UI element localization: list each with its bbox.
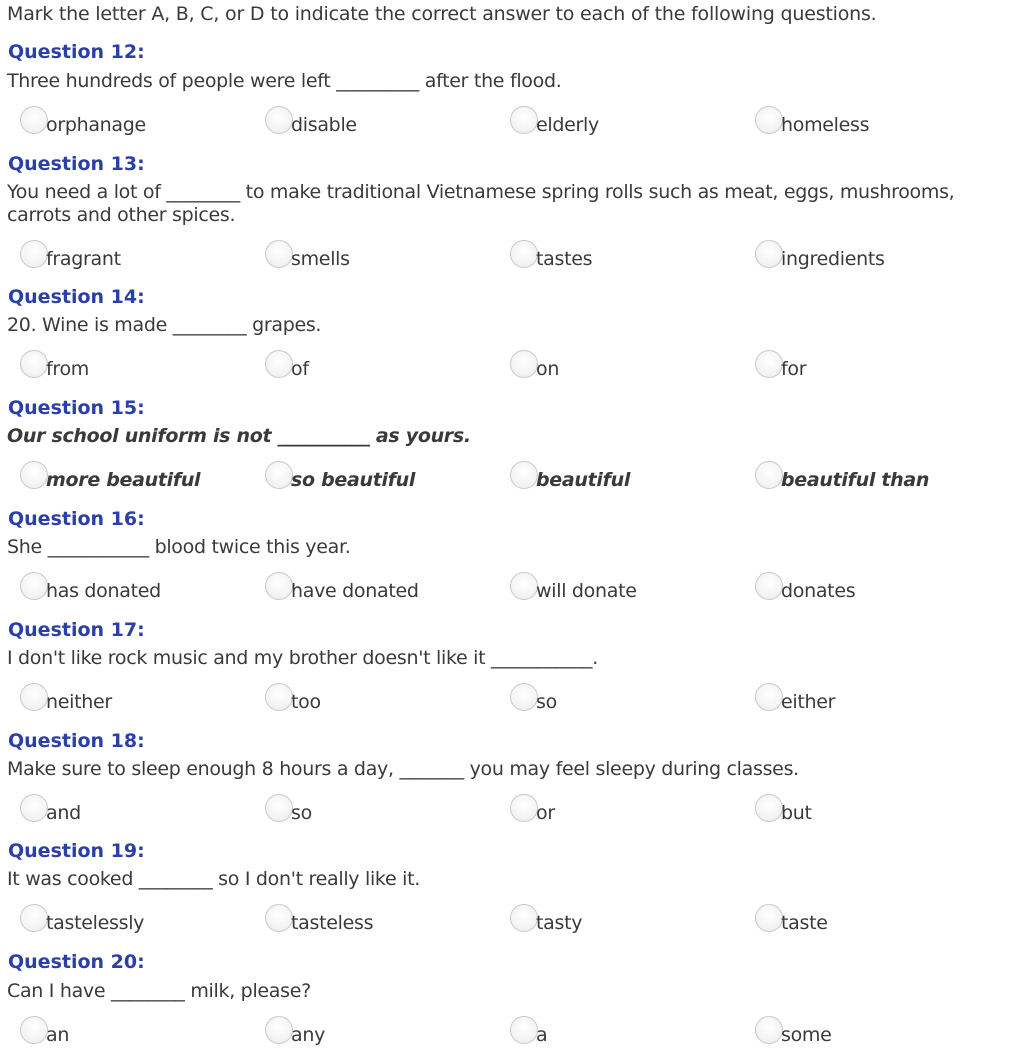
radio-button[interactable] bbox=[755, 572, 783, 600]
option-label: but bbox=[781, 802, 812, 824]
radio-button[interactable] bbox=[755, 1016, 783, 1044]
option-label: taste bbox=[781, 912, 828, 934]
radio-button[interactable] bbox=[510, 904, 538, 932]
radio-button[interactable] bbox=[20, 240, 48, 268]
question-15-option-b[interactable] bbox=[265, 461, 415, 491]
question-17-option-d[interactable] bbox=[755, 683, 835, 713]
question-16-text: She ___________ blood twice this year. bbox=[7, 536, 351, 558]
radio-button[interactable] bbox=[510, 350, 538, 378]
option-label: tastelessly bbox=[46, 912, 145, 934]
question-18-text: Make sure to sleep enough 8 hours a day, _______ you may feel sleepy during classes. bbox=[7, 758, 799, 780]
radio-button[interactable] bbox=[755, 106, 783, 134]
radio-button[interactable] bbox=[510, 240, 538, 268]
option-label: any bbox=[291, 1024, 326, 1046]
question-20-title: Question 20: bbox=[8, 951, 145, 973]
question-12-option-b[interactable] bbox=[265, 106, 357, 136]
radio-button[interactable] bbox=[20, 572, 48, 600]
option-label: a bbox=[536, 1024, 548, 1046]
question-12-options bbox=[20, 106, 1020, 140]
question-13-options bbox=[20, 240, 1020, 274]
radio-button[interactable] bbox=[20, 106, 48, 134]
option-label: some bbox=[781, 1024, 832, 1046]
radio-button[interactable] bbox=[510, 572, 538, 600]
question-17-options bbox=[20, 683, 1020, 717]
option-label: for bbox=[781, 358, 807, 380]
radio-button[interactable] bbox=[265, 794, 293, 822]
question-16-options bbox=[20, 572, 1020, 606]
question-18-option-c[interactable] bbox=[510, 794, 555, 824]
radio-button[interactable] bbox=[755, 461, 783, 489]
option-label: neither bbox=[46, 691, 112, 713]
question-20-option-a[interactable] bbox=[20, 1016, 69, 1046]
question-14-options bbox=[20, 350, 1020, 384]
option-label: more beautiful bbox=[46, 469, 201, 491]
option-label: smells bbox=[291, 248, 350, 270]
question-20-option-d[interactable] bbox=[755, 1016, 832, 1046]
question-19-option-c[interactable] bbox=[510, 904, 582, 934]
question-18-title: Question 18: bbox=[8, 730, 145, 752]
option-label: so beautiful bbox=[291, 469, 416, 491]
option-label: donates bbox=[781, 580, 856, 602]
radio-button[interactable] bbox=[20, 683, 48, 711]
option-label: and bbox=[46, 802, 81, 824]
question-14-text: 20. Wine is made ________ grapes. bbox=[7, 314, 322, 336]
question-14-option-d[interactable] bbox=[755, 350, 806, 380]
radio-button[interactable] bbox=[510, 461, 538, 489]
option-label: has donated bbox=[46, 580, 161, 602]
question-20-text: Can I have ________ milk, please? bbox=[7, 980, 311, 1002]
radio-button[interactable] bbox=[20, 350, 48, 378]
question-14-option-a[interactable] bbox=[20, 350, 89, 380]
question-18-option-d[interactable] bbox=[755, 794, 812, 824]
question-17-option-b[interactable] bbox=[265, 683, 321, 713]
radio-button[interactable] bbox=[20, 461, 48, 489]
question-17-option-a[interactable] bbox=[20, 683, 112, 713]
question-16-option-c[interactable] bbox=[510, 572, 637, 602]
question-15-options bbox=[20, 461, 1020, 495]
option-label: elderly bbox=[536, 114, 599, 136]
option-label: disable bbox=[291, 114, 357, 136]
option-label: have donated bbox=[291, 580, 419, 602]
option-label: beautiful bbox=[536, 469, 631, 491]
question-19-option-a[interactable] bbox=[20, 904, 144, 934]
question-13-option-b[interactable] bbox=[265, 240, 350, 270]
radio-button[interactable] bbox=[20, 904, 48, 932]
option-label: or bbox=[536, 802, 555, 824]
option-label: tasteless bbox=[291, 912, 374, 934]
radio-button[interactable] bbox=[510, 1016, 538, 1044]
radio-button[interactable] bbox=[755, 350, 783, 378]
option-label: so bbox=[536, 691, 557, 713]
instructions: Mark the letter A, B, C, or D to indicate the correct answer to each of the following questions. bbox=[7, 3, 877, 25]
question-16-option-b[interactable] bbox=[265, 572, 419, 602]
option-label: will donate bbox=[536, 580, 637, 602]
question-16-option-a[interactable] bbox=[20, 572, 161, 602]
option-label: fragrant bbox=[46, 248, 121, 270]
question-12-text: Three hundreds of people were left _________ after the flood. bbox=[7, 70, 562, 92]
option-label: an bbox=[46, 1024, 70, 1046]
option-label: orphanage bbox=[46, 114, 146, 136]
radio-button[interactable] bbox=[755, 683, 783, 711]
question-14-option-b[interactable] bbox=[265, 350, 309, 380]
radio-button[interactable] bbox=[265, 461, 293, 489]
question-13-title: Question 13: bbox=[8, 153, 145, 175]
question-19-text: It was cooked ________ so I don't really like it. bbox=[7, 868, 420, 890]
option-label: homeless bbox=[781, 114, 870, 136]
question-17-title: Question 17: bbox=[8, 619, 145, 641]
question-17-option-c[interactable] bbox=[510, 683, 557, 713]
radio-button[interactable] bbox=[510, 683, 538, 711]
question-18-option-b[interactable] bbox=[265, 794, 312, 824]
question-19-option-b[interactable] bbox=[265, 904, 373, 934]
question-15-option-a[interactable] bbox=[20, 461, 200, 491]
question-16-option-d[interactable] bbox=[755, 572, 855, 602]
option-label: tastes bbox=[536, 248, 593, 270]
question-13-text: You need a lot of ________ to make traditional Vietnamese spring rolls such as meat, eggs, mushrooms, carrots and other spices. bbox=[7, 181, 955, 226]
question-12-option-a[interactable] bbox=[20, 106, 146, 136]
radio-button[interactable] bbox=[265, 240, 293, 268]
question-20-option-c[interactable] bbox=[510, 1016, 547, 1046]
radio-button[interactable] bbox=[265, 1016, 293, 1044]
question-20-option-b[interactable] bbox=[265, 1016, 325, 1046]
question-12-option-c[interactable] bbox=[510, 106, 599, 136]
question-15-option-c[interactable] bbox=[510, 461, 630, 491]
question-20-options bbox=[20, 1016, 1020, 1050]
option-label: either bbox=[781, 691, 836, 713]
radio-button[interactable] bbox=[755, 240, 783, 268]
question-19-title: Question 19: bbox=[8, 840, 145, 862]
option-label: tasty bbox=[536, 912, 583, 934]
question-13-option-c[interactable] bbox=[510, 240, 592, 270]
question-17-text: I don't like rock music and my brother doesn't like it ___________. bbox=[7, 647, 598, 669]
option-label: so bbox=[291, 802, 312, 824]
question-15-option-d[interactable] bbox=[755, 461, 929, 491]
question-14-option-c[interactable] bbox=[510, 350, 559, 380]
radio-button[interactable] bbox=[265, 572, 293, 600]
radio-button[interactable] bbox=[265, 683, 293, 711]
question-19-options bbox=[20, 904, 1020, 938]
question-14-title: Question 14: bbox=[8, 286, 145, 308]
radio-button[interactable] bbox=[20, 794, 48, 822]
option-label: of bbox=[291, 358, 309, 380]
question-12-option-d[interactable] bbox=[755, 106, 869, 136]
radio-button[interactable] bbox=[265, 106, 293, 134]
option-label: from bbox=[46, 358, 90, 380]
radio-button[interactable] bbox=[755, 794, 783, 822]
option-label: too bbox=[291, 691, 321, 713]
question-13-option-d[interactable] bbox=[755, 240, 885, 270]
question-15-title: Question 15: bbox=[8, 397, 145, 419]
radio-button[interactable] bbox=[755, 904, 783, 932]
question-18-option-a[interactable] bbox=[20, 794, 81, 824]
option-label: ingredients bbox=[781, 248, 885, 270]
radio-button[interactable] bbox=[510, 794, 538, 822]
question-16-title: Question 16: bbox=[8, 508, 145, 530]
question-12-title: Question 12: bbox=[8, 41, 145, 63]
question-13-option-a[interactable] bbox=[20, 240, 121, 270]
question-19-option-d[interactable] bbox=[755, 904, 828, 934]
option-label: beautiful than bbox=[781, 469, 930, 491]
radio-button[interactable] bbox=[20, 1016, 48, 1044]
option-label: on bbox=[536, 358, 560, 380]
question-15-text: Our school uniform is not __________ as yours. bbox=[7, 425, 471, 447]
radio-button[interactable] bbox=[265, 904, 293, 932]
radio-button[interactable] bbox=[510, 106, 538, 134]
question-18-options bbox=[20, 794, 1020, 828]
radio-button[interactable] bbox=[265, 350, 293, 378]
